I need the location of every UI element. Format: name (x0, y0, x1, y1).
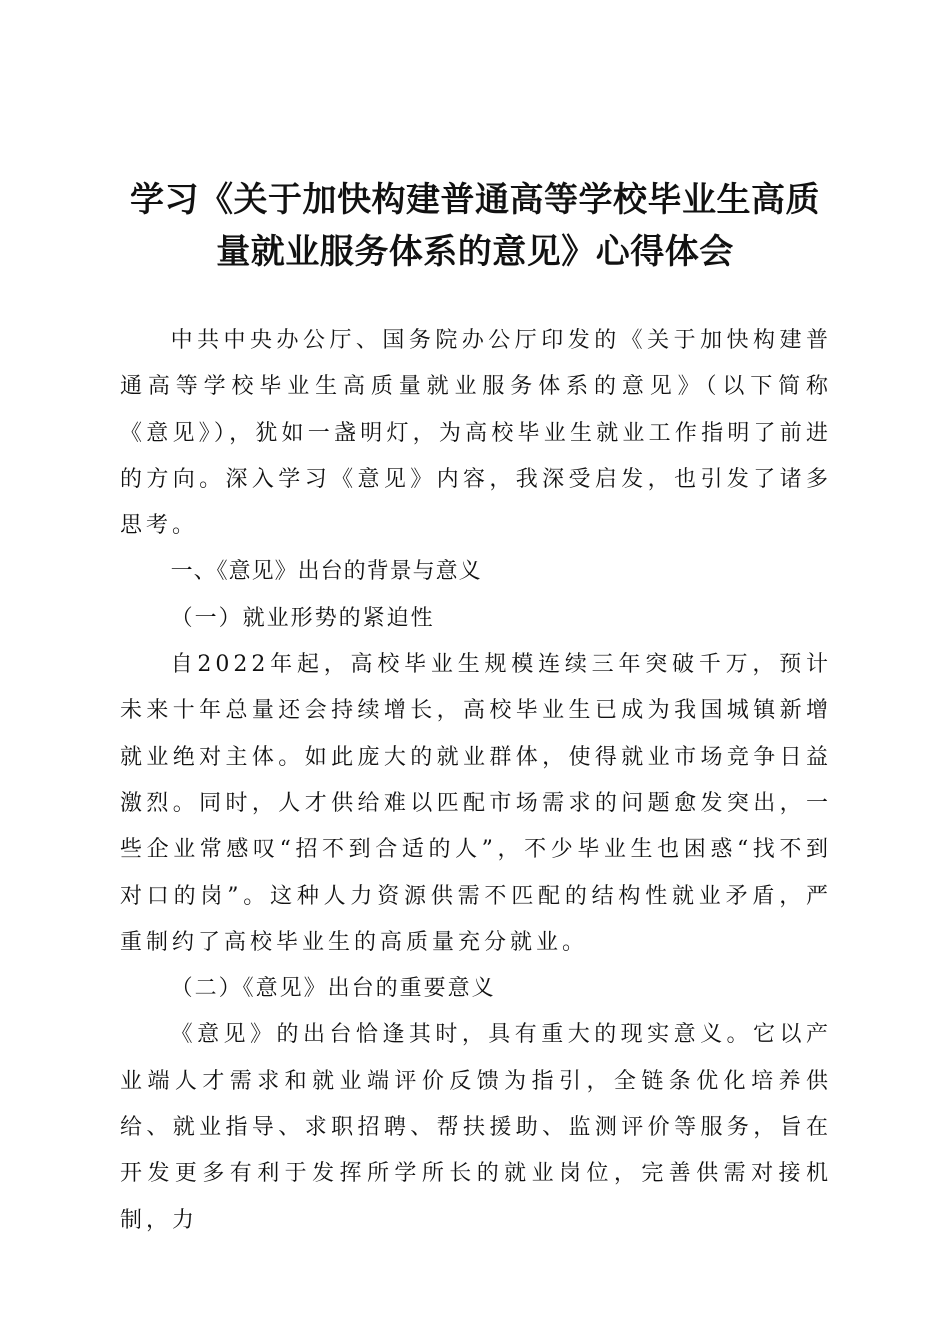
document-title (110, 174, 840, 278)
document-body (120, 318, 832, 1244)
title-line-1: 学习《关于加快构建普通高等学校毕业生高质 (130, 180, 820, 220)
subsection-heading-1: （一）就业形势的紧迫性 (170, 605, 435, 631)
paragraph-employment-situation: 自2022年起，高校毕业生规模连续三年突破千万，预计未来十年总量还会持续增长，高校毕业生已成为我国城镇新增就业绝对主体。如此庞大的就业群体，使得就业市场竞争日益激烈。同时，人才供给难以匹配市场需求的问题愈发突出，一些企业常感叹“招不到合适的人”，不少毕业生也困惑“找不到对口的岗”。这种人力资源供需不匹配的结构性就业矛盾，严重制约了高校毕业生的高质量充分就业。 (120, 652, 832, 955)
title-line-2: 量就业服务体系的意见》心得体会 (216, 232, 734, 272)
section-heading-1: 一、《意见》出台的背景与意义 (170, 559, 482, 585)
paragraph-significance: 《意见》的出台恰逢其时，具有重大的现实意义。它以产业端人才需求和就业端评价反馈为指引，全链条优化培养供给、就业指导、求职招聘、帮扶援助、监测评价等服务，旨在开发更多有利于发挥所学所长的就业岗位，完善供需对接机制，力 (120, 1022, 832, 1233)
subsection-heading-2: （二）《意见》出台的重要意义 (170, 976, 496, 1002)
intro-paragraph: 中共中央办公厅、国务院办公厅印发的《关于加快构建普通高等学校毕业生高质量就业服务体系的意见》（以下简称《意见》），犹如一盏明灯，为高校毕业生就业工作指明了前进的方向。深入学习《意见》内容，我深受启发，也引发了诸多思考。 (120, 328, 832, 539)
